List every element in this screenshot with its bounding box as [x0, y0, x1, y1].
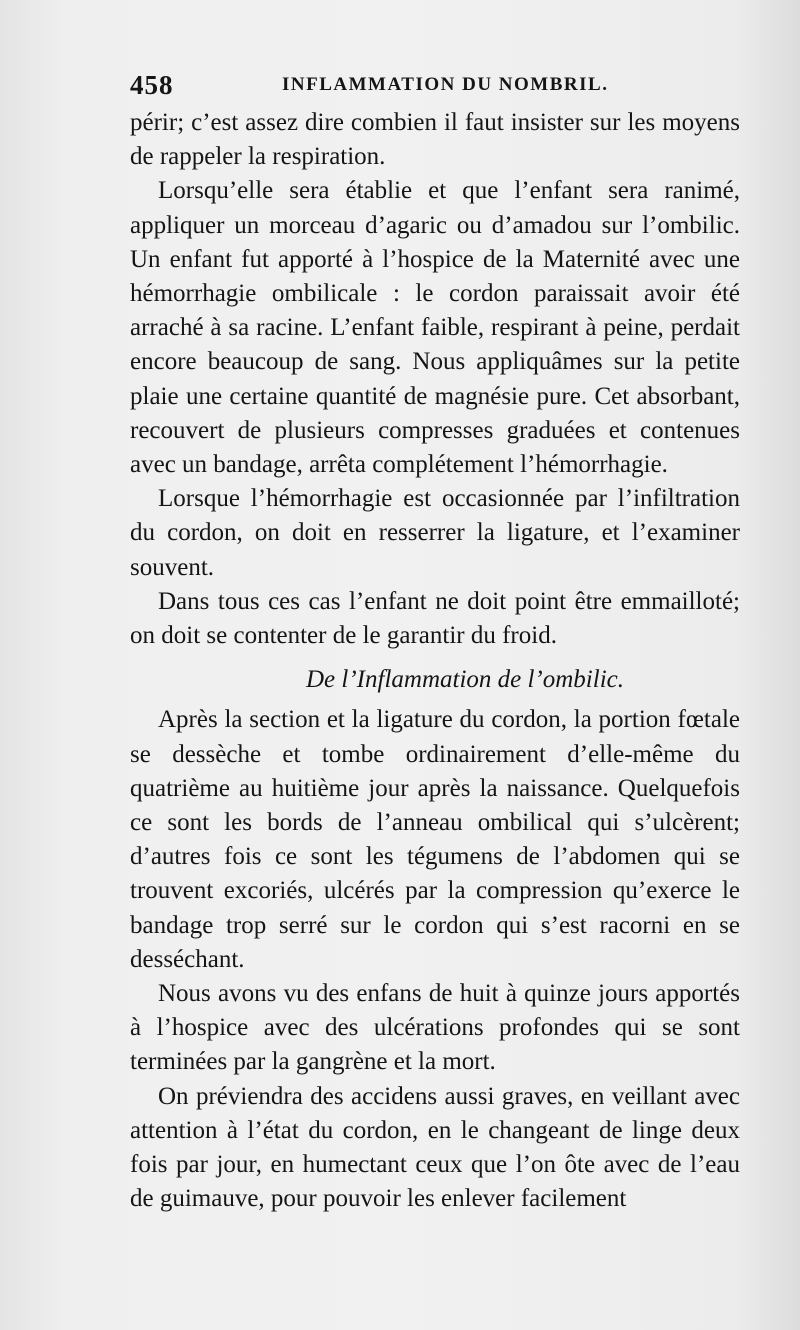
paragraph-swaddling: Dans tous ces cas l’enfant ne doit point être emmailloté; on doit se contenter de le garantir du froid. [130, 587, 740, 650]
section-heading: De l’Inflammation de l’ombilic. [306, 666, 624, 694]
running-title: INFLAMMATION DU NOMBRIL. [282, 74, 609, 95]
paragraph-treatment: Lorsqu’elle sera établie et que l’enfant sera ranimé, appliquer un morceau d’agaric ou d’amadou sur l’ombilic. Un enfant fut apporté à l’hospice de la Maternité avec une hémorrhagie ombilicale : le cordon paraissait avoir été arraché à sa racine. L’enfant faible, respirant à peine, perdait encore beaucoup de sang. Nous appliquâmes sur la petite plaie une certaine quantité de magnésie pure. Cet absorbant, recouvert de plusieurs compresses graduées et contenues avec un bandage, arrêta complétement l’hémorrhagie. [130, 177, 740, 479]
body-text [130, 106, 740, 1217]
paragraph-ulcerations: Nous avons vu des enfans de huit à quinze jours apportés à l’hospice avec des ulcérations profondes qui se sont terminées par la gangrène et la mort. [130, 980, 740, 1076]
page-number: 458 [130, 70, 174, 100]
paragraph-infiltration: Lorsque l’hémorrhagie est occasionnée par l’infiltration du cordon, on doit en resserrer la ligature, et l’examiner souvent. [130, 485, 740, 581]
paragraph-inflammation: Après la section et la ligature du cordon, la portion fœtale se dessèche et tombe ordinairement d’elle-même du quatrième au huitième jour après la naissance. Quelquefois ce sont les bords de l’anneau ombilical qui s’ulcèrent; d’autres fois ce sont les tégumens de l’abdomen qui se trouvent excoriés, ulcérés par la compression qu’exerce le bandage trop serré sur le cordon qui s’est racorni en se desséchant. [130, 706, 740, 973]
page-header [130, 70, 740, 106]
paragraph-continued: périr; c’est assez dire combien il faut insister sur les moyens de rappeler la respiration. [130, 109, 740, 171]
paragraph-prevention: On préviendra des accidens aussi graves, en veillant avec attention à l’état du cordon, en le changeant de linge deux fois par jour, en humectant ceux que l’on ôte avec de l’eau de guimauve, pour pouvoir les enlever facilement [130, 1082, 740, 1213]
